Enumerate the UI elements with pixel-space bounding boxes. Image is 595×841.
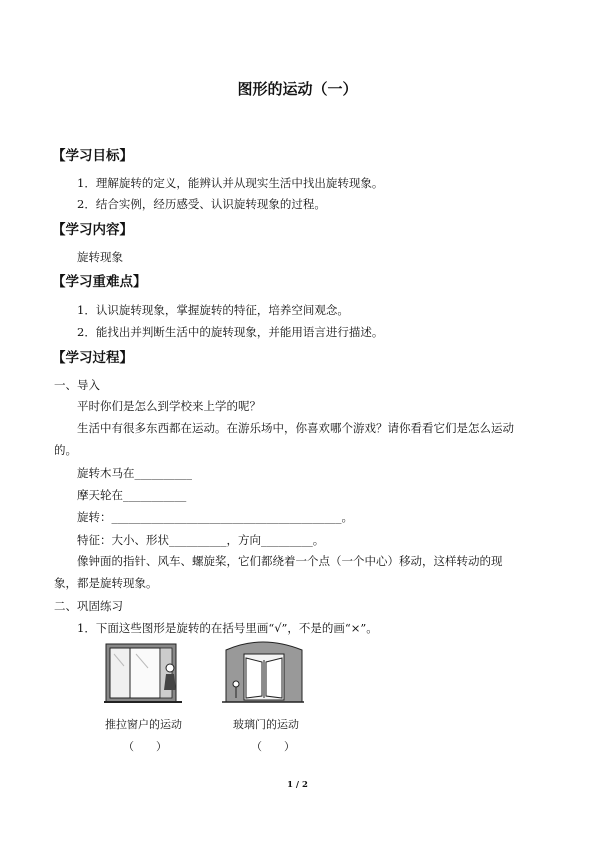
paragraph-line: 的。 — [54, 443, 77, 457]
figure-caption: 推拉窗户的运动 — [105, 718, 182, 731]
glass-door-figure — [222, 640, 304, 710]
fill-blank: 摩天轮在___________ — [77, 488, 187, 502]
content-text: 旋转现象 — [77, 250, 123, 264]
answer-blank[interactable]: （ ） — [123, 740, 167, 753]
exercise-text: 1．下面这些图形是旋转的在括号里画“√”，不是的画“×”。 — [77, 621, 378, 635]
intro-heading: 一、导入 — [54, 378, 100, 392]
figure-caption: 玻璃门的运动 — [233, 718, 299, 731]
practice-heading: 二、巩固练习 — [54, 599, 123, 613]
question-text: 平时你们是怎么到学校来上学的呢？ — [77, 399, 261, 413]
section-heading-process: 【学习过程】 — [52, 350, 133, 366]
fill-blank: 旋转木马在__________ — [77, 466, 192, 480]
section-heading-key: 【学习重难点】 — [52, 274, 147, 290]
key-point-item: 2．能找出并判断生活中的旋转现象，并能用语言进行描述。 — [77, 325, 384, 339]
goal-item: 2．结合实例，经历感受、认识旋转现象的过程。 — [77, 197, 326, 211]
section-heading-goals: 【学习目标】 — [52, 148, 133, 164]
key-point-item: 1．认识旋转现象，掌握旋转的特征，培养空间观念。 — [77, 303, 349, 317]
page-title: 图形的运动（一） — [237, 80, 358, 98]
paragraph-line: 象，都是旋转现象。 — [54, 576, 158, 590]
section-heading-content: 【学习内容】 — [52, 222, 133, 238]
paragraph-line: 像钟面的指针、风车、螺旋桨，它们都绕着一个点（一个中心）移动，这样转动的现 — [77, 554, 503, 568]
sliding-window-figure — [104, 642, 184, 710]
fill-blank: 旋转：________________________________________。 — [77, 510, 353, 524]
goal-item: 1．理解旋转的定义，能辨认并从现实生活中找出旋转现象。 — [77, 176, 384, 190]
page-number: 1 / 2 — [287, 780, 308, 790]
fill-blank: 特征：大小、形状__________，方向_________。 — [77, 533, 325, 547]
paragraph-line: 生活中有很多东西都在运动。在游乐场中，你喜欢哪个游戏？请你看看它们是怎么运动 — [77, 421, 514, 435]
answer-blank[interactable]: （ ） — [251, 740, 295, 753]
